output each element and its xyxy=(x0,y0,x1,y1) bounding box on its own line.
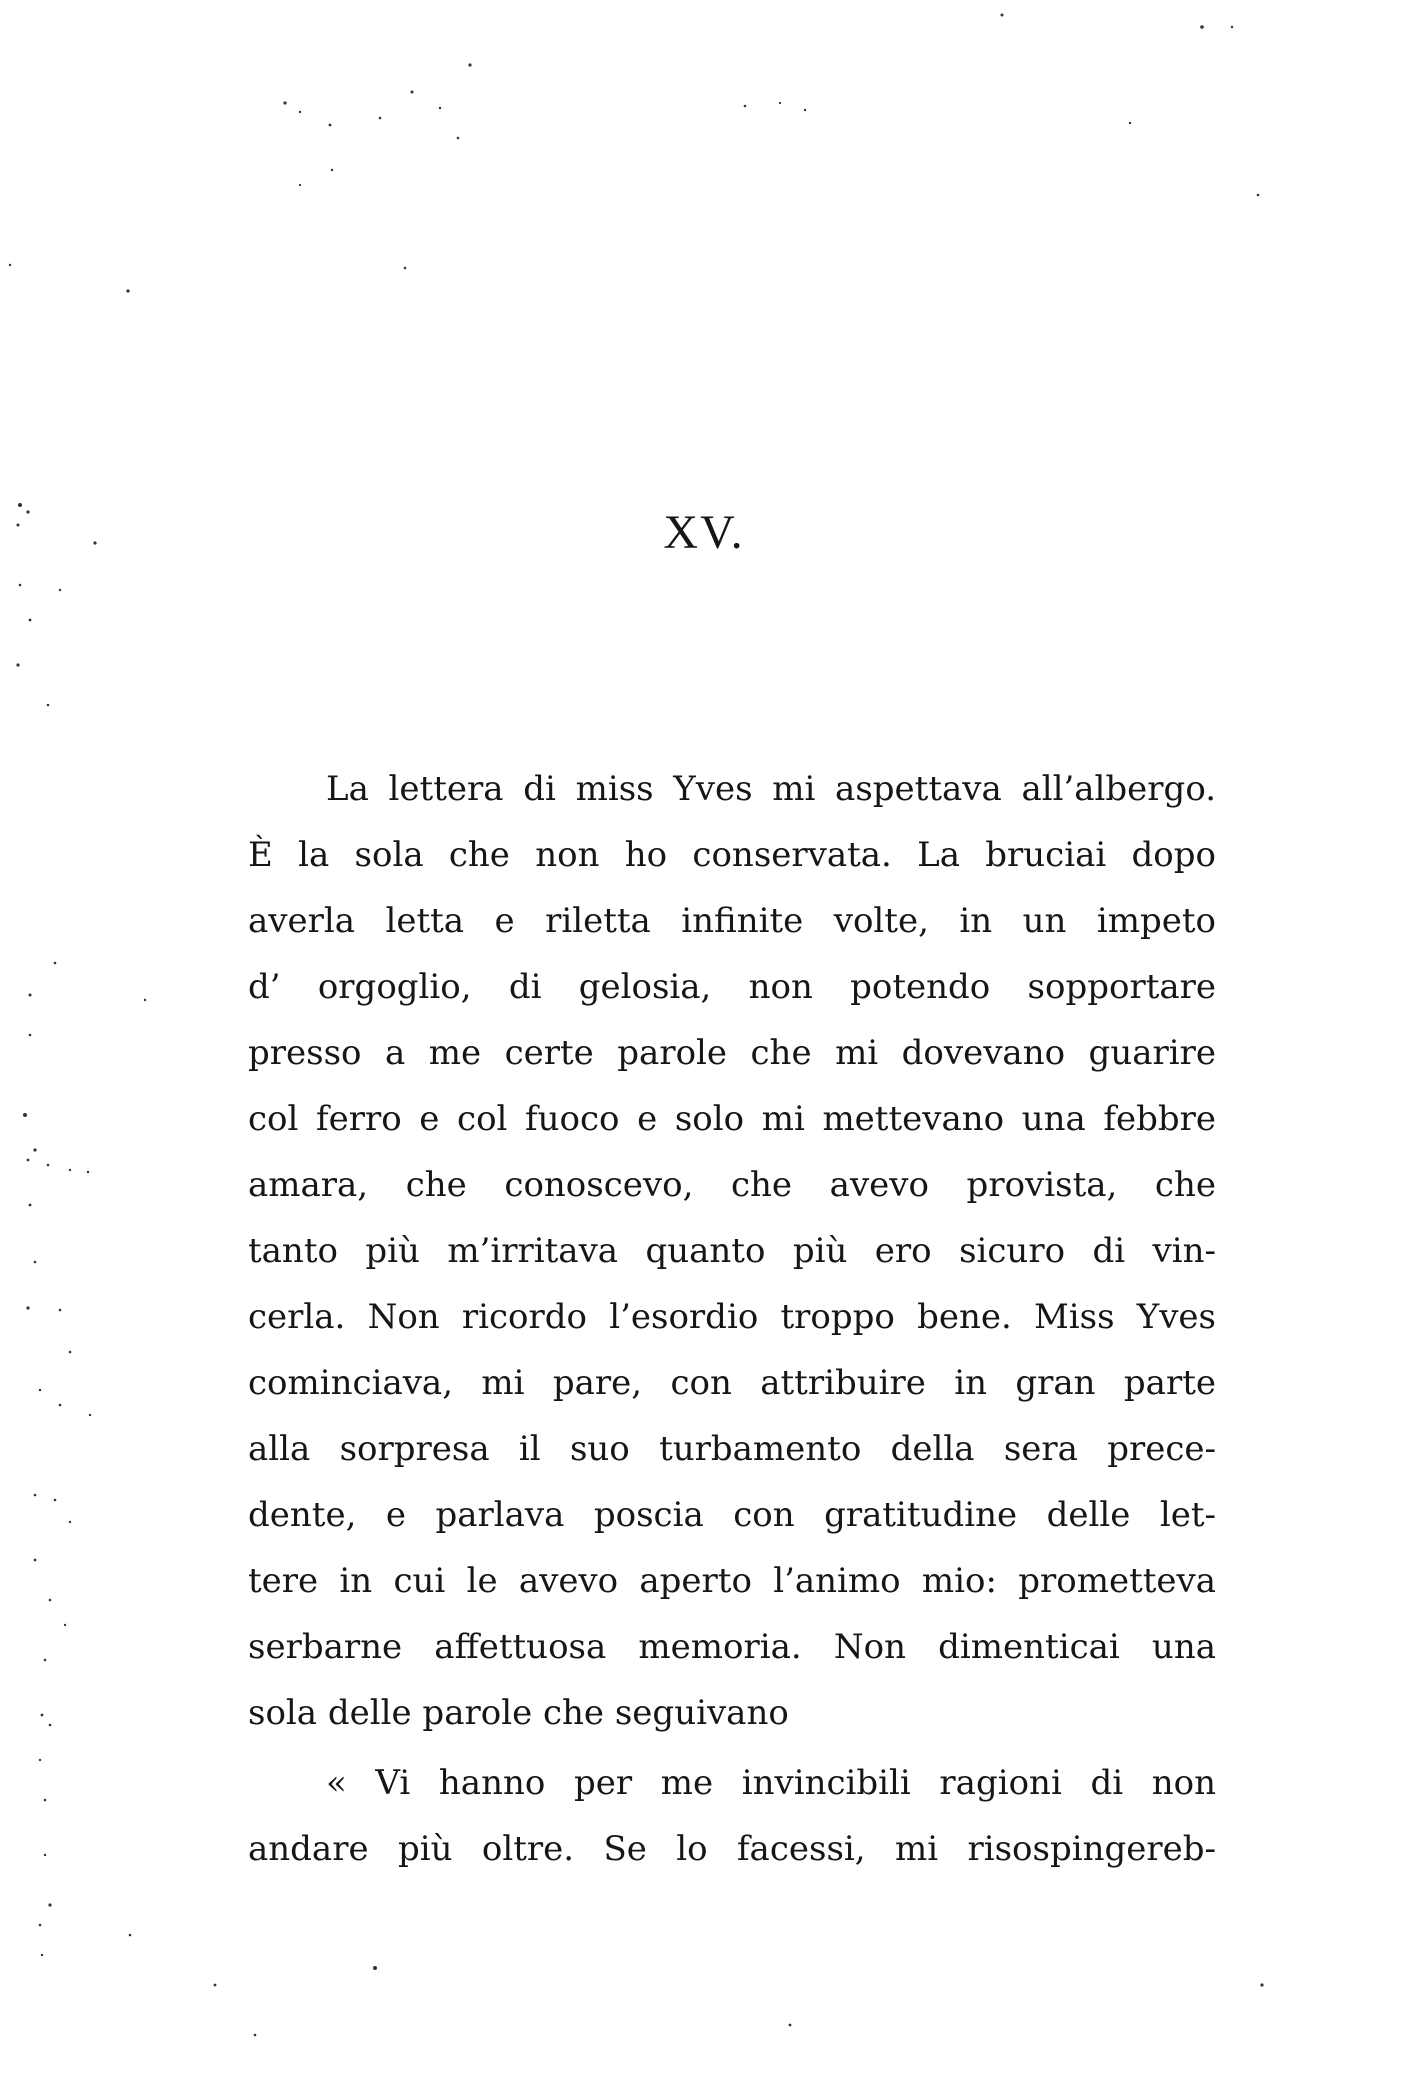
text-line: cominciava, mi pare, con attribuire in gran parte xyxy=(248,1363,1216,1403)
text-line: dente, e parlava poscia con gratitudine delle let- xyxy=(248,1495,1216,1535)
paragraph xyxy=(248,1750,1216,1882)
text-line: È la sola che non ho conservata. La bruciai dopo xyxy=(248,835,1216,875)
paragraph xyxy=(248,756,1216,1746)
text-line: La lettera di miss Yves mi aspettava all’albergo. xyxy=(326,769,1216,809)
text-line: presso a me certe parole che mi dovevano guarire xyxy=(248,1033,1216,1073)
text-line: « Vi hanno per me invincibili ragioni di non xyxy=(326,1763,1216,1803)
text-line: col ferro e col fuoco e solo mi mettevano una febbre xyxy=(248,1099,1216,1139)
text-line: averla letta e riletta infinite volte, in un impeto xyxy=(248,901,1216,941)
text-line: d’ orgoglio, di gelosia, non potendo sopportare xyxy=(248,967,1216,1007)
text-line: andare più oltre. Se lo facessi, mi risospingereb- xyxy=(248,1829,1216,1869)
body-text xyxy=(248,756,1216,1882)
text-line: serbarne affettuosa memoria. Non dimenticai una xyxy=(248,1627,1216,1667)
chapter-title: XV. xyxy=(663,506,745,559)
text-line: tere in cui le avevo aperto l’animo mio: prometteva xyxy=(248,1561,1216,1601)
text-line: amara, che conoscevo, che avevo provista, che xyxy=(248,1165,1216,1205)
text-line: sola delle parole che seguivano xyxy=(248,1693,789,1733)
text-line: alla sorpresa il suo turbamento della sera prece- xyxy=(248,1429,1216,1469)
text-line: cerla. Non ricordo l’esordio troppo bene. Miss Yves xyxy=(248,1297,1216,1337)
text-line: tanto più m’irritava quanto più ero sicuro di vin- xyxy=(248,1231,1216,1271)
